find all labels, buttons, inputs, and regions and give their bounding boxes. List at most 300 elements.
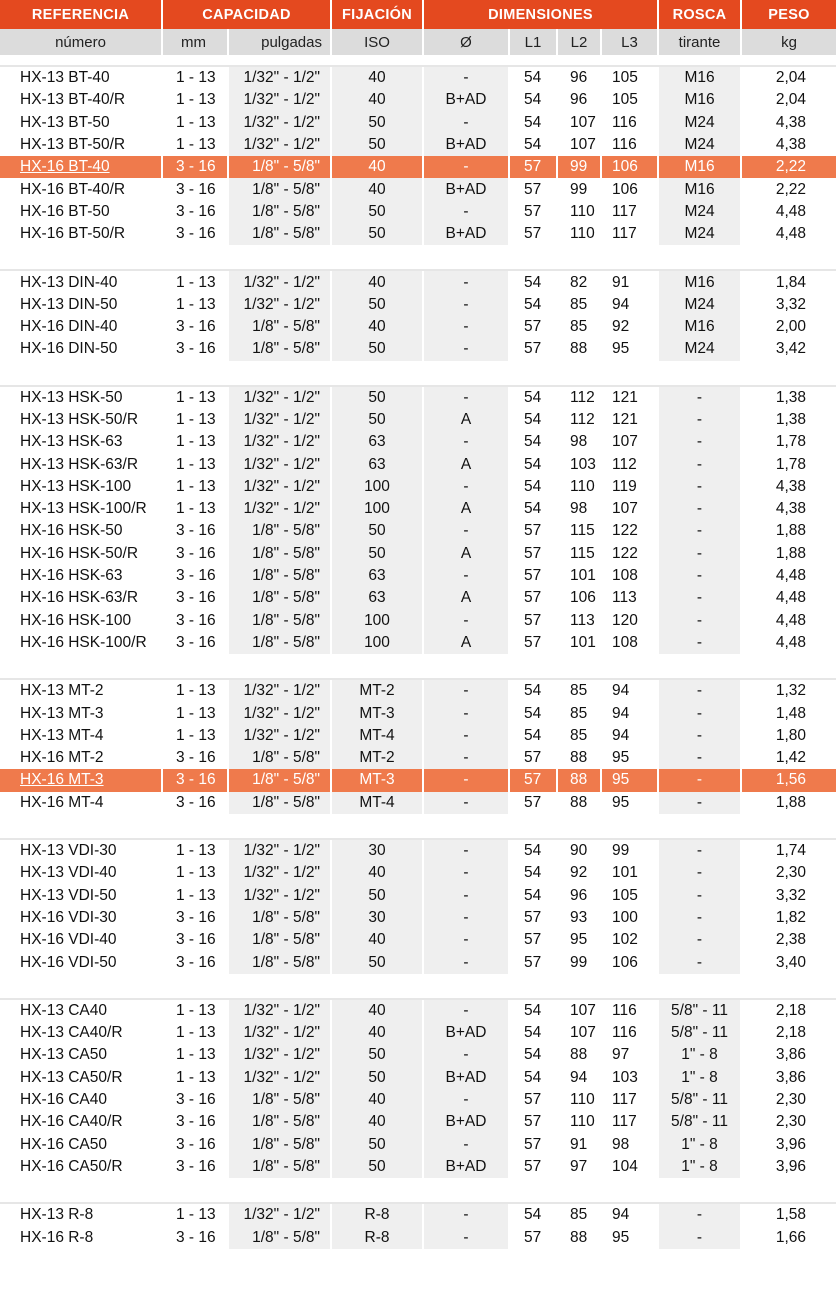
cell-pulgadas: 1/32" - 1/2": [229, 476, 332, 498]
cell-diameter: A: [424, 498, 510, 520]
table-row: [0, 1226, 836, 1248]
cell-iso: 30: [332, 907, 424, 929]
cell-pulgadas: 1/8" - 5/8": [229, 632, 332, 654]
cell-diameter: B+AD: [424, 1022, 510, 1044]
cell-diameter: A: [424, 543, 510, 565]
cell-l2: 99: [558, 951, 602, 973]
cell-l1: 54: [510, 476, 558, 498]
cell-peso: 3,96: [742, 1156, 836, 1178]
table-row: [0, 610, 836, 632]
cell-diameter: -: [424, 1089, 510, 1111]
cell-l2: 96: [558, 67, 602, 89]
cell-peso: 1,80: [742, 725, 836, 747]
cell-rosca: M24: [659, 112, 742, 134]
cell-referencia: [0, 1204, 163, 1226]
cell-iso: 50: [332, 338, 424, 360]
cell-iso: MT-4: [332, 792, 424, 814]
cell-mm: 3 - 16: [163, 316, 229, 338]
reference-text: HX-13 DIN-50: [20, 295, 118, 313]
cell-l3: 94: [602, 725, 659, 747]
table-row: [0, 565, 836, 587]
reference-text: HX-13 CA50: [20, 1046, 108, 1064]
cell-mm: 1 - 13: [163, 840, 229, 862]
cell-l2: 82: [558, 271, 602, 293]
cell-rosca: M16: [659, 178, 742, 200]
cell-l1: 54: [510, 387, 558, 409]
cell-referencia: [0, 409, 163, 431]
cell-iso: 50: [332, 387, 424, 409]
cell-peso: 4,48: [742, 201, 836, 223]
table-row: [0, 520, 836, 542]
cell-pulgadas: 1/8" - 5/8": [229, 178, 332, 200]
cell-l2: 115: [558, 543, 602, 565]
cell-peso: 4,48: [742, 565, 836, 587]
cell-mm: 3 - 16: [163, 156, 229, 178]
reference-text: HX-16 VDI-30: [20, 908, 117, 926]
table-row: [0, 1067, 836, 1089]
table-row-highlighted: [0, 156, 836, 178]
cell-l2: 101: [558, 565, 602, 587]
cell-pulgadas: 1/32" - 1/2": [229, 1067, 332, 1089]
cell-l1: 54: [510, 134, 558, 156]
group-separator: [0, 654, 836, 680]
cell-pulgadas: 1/8" - 5/8": [229, 792, 332, 814]
cell-mm: 3 - 16: [163, 543, 229, 565]
cell-rosca: -: [659, 453, 742, 475]
cell-referencia: [0, 929, 163, 951]
cell-iso: 40: [332, 929, 424, 951]
cell-l2: 115: [558, 520, 602, 542]
cell-l3: 94: [602, 702, 659, 724]
cell-l2: 101: [558, 632, 602, 654]
cell-l2: 110: [558, 476, 602, 498]
cell-peso: 1,88: [742, 520, 836, 542]
subheader-tirante: tirante: [659, 29, 742, 57]
reference-link[interactable]: HX-16 MT-3: [20, 771, 104, 789]
cell-l1: 54: [510, 453, 558, 475]
cell-referencia: [0, 587, 163, 609]
cell-iso: 50: [332, 294, 424, 316]
cell-pulgadas: 1/32" - 1/2": [229, 680, 332, 702]
cell-mm: 1 - 13: [163, 134, 229, 156]
cell-rosca: -: [659, 885, 742, 907]
cell-diameter: B+AD: [424, 1067, 510, 1089]
reference-text: HX-13 HSK-50: [20, 388, 123, 406]
header-dimensiones: DIMENSIONES: [424, 0, 659, 29]
cell-referencia: [0, 387, 163, 409]
cell-iso: 40: [332, 271, 424, 293]
cell-pulgadas: 1/32" - 1/2": [229, 67, 332, 89]
group-separator: [0, 245, 836, 271]
reference-text: HX-13 HSK-100/R: [20, 500, 147, 518]
cell-mm: 3 - 16: [163, 747, 229, 769]
cell-referencia: [0, 271, 163, 293]
cell-mm: 1 - 13: [163, 1204, 229, 1226]
header-referencia: REFERENCIA: [0, 0, 163, 29]
cell-peso: 4,48: [742, 587, 836, 609]
reference-text: HX-13 CA40/R: [20, 1024, 123, 1042]
cell-l1: 57: [510, 610, 558, 632]
cell-l3: 95: [602, 338, 659, 360]
cell-diameter: -: [424, 294, 510, 316]
table-row: [0, 89, 836, 111]
cell-mm: 3 - 16: [163, 587, 229, 609]
table-row: [0, 338, 836, 360]
cell-mm: 1 - 13: [163, 112, 229, 134]
table-row: [0, 134, 836, 156]
cell-peso: 4,38: [742, 476, 836, 498]
cell-peso: 2,38: [742, 929, 836, 951]
cell-l2: 96: [558, 89, 602, 111]
cell-pulgadas: 1/8" - 5/8": [229, 1089, 332, 1111]
cell-referencia: [0, 1156, 163, 1178]
cell-rosca: -: [659, 587, 742, 609]
cell-l2: 99: [558, 156, 602, 178]
cell-l3: 116: [602, 112, 659, 134]
cell-l2: 90: [558, 840, 602, 862]
reference-text: HX-16 BT-50/R: [20, 225, 126, 243]
cell-mm: 3 - 16: [163, 610, 229, 632]
cell-rosca: -: [659, 929, 742, 951]
cell-l1: 57: [510, 520, 558, 542]
reference-text: HX-13 BT-40: [20, 69, 110, 87]
cell-pulgadas: 1/8" - 5/8": [229, 610, 332, 632]
cell-pulgadas: 1/32" - 1/2": [229, 725, 332, 747]
table-row: [0, 178, 836, 200]
header-peso: PESO: [742, 0, 836, 29]
cell-peso: 1,38: [742, 409, 836, 431]
cell-peso: 1,38: [742, 387, 836, 409]
table-row: [0, 431, 836, 453]
cell-iso: 100: [332, 632, 424, 654]
cell-rosca: M24: [659, 223, 742, 245]
cell-l2: 88: [558, 792, 602, 814]
reference-link[interactable]: HX-16 BT-40: [20, 158, 110, 176]
cell-referencia: [0, 294, 163, 316]
cell-iso: 63: [332, 453, 424, 475]
cell-mm: 1 - 13: [163, 271, 229, 293]
cell-rosca: 5/8" - 11: [659, 1111, 742, 1133]
table-row: [0, 112, 836, 134]
cell-l1: 54: [510, 725, 558, 747]
cell-diameter: B+AD: [424, 134, 510, 156]
cell-referencia: [0, 223, 163, 245]
cell-l2: 93: [558, 907, 602, 929]
cell-l1: 57: [510, 543, 558, 565]
table-row: [0, 409, 836, 431]
reference-text: HX-16 VDI-40: [20, 931, 117, 949]
reference-text: HX-13 CA40: [20, 1001, 108, 1019]
cell-pulgadas: 1/32" - 1/2": [229, 134, 332, 156]
cell-iso: MT-3: [332, 702, 424, 724]
group-separator-cell: [0, 814, 836, 840]
table-row: [0, 792, 836, 814]
cell-peso: 3,96: [742, 1133, 836, 1155]
cell-mm: 3 - 16: [163, 1156, 229, 1178]
cell-mm: 3 - 16: [163, 907, 229, 929]
cell-l2: 88: [558, 769, 602, 791]
reference-text: HX-13 MT-2: [20, 682, 104, 700]
table-row: [0, 1133, 836, 1155]
cell-l3: 97: [602, 1044, 659, 1066]
cell-rosca: -: [659, 792, 742, 814]
cell-rosca: -: [659, 632, 742, 654]
cell-peso: 2,04: [742, 67, 836, 89]
cell-referencia: [0, 1111, 163, 1133]
cell-peso: 2,30: [742, 1111, 836, 1133]
cell-pulgadas: 1/32" - 1/2": [229, 498, 332, 520]
cell-iso: 100: [332, 498, 424, 520]
cell-referencia: [0, 89, 163, 111]
reference-text: HX-13 VDI-40: [20, 864, 117, 882]
cell-diameter: -: [424, 725, 510, 747]
cell-peso: 1,78: [742, 431, 836, 453]
cell-diameter: -: [424, 680, 510, 702]
cell-referencia: [0, 520, 163, 542]
cell-diameter: -: [424, 769, 510, 791]
cell-mm: 1 - 13: [163, 702, 229, 724]
table-row: [0, 223, 836, 245]
subheader-l2: L2: [558, 29, 602, 57]
cell-diameter: -: [424, 387, 510, 409]
table-row: [0, 1000, 836, 1022]
cell-referencia: [0, 769, 163, 791]
cell-l1: 57: [510, 632, 558, 654]
cell-mm: 1 - 13: [163, 498, 229, 520]
cell-referencia: [0, 632, 163, 654]
table-row: [0, 929, 836, 951]
table-row: [0, 885, 836, 907]
cell-pulgadas: 1/32" - 1/2": [229, 702, 332, 724]
cell-l3: 105: [602, 885, 659, 907]
cell-l3: 102: [602, 929, 659, 951]
cell-pulgadas: 1/8" - 5/8": [229, 201, 332, 223]
cell-l3: 106: [602, 178, 659, 200]
cell-l3: 95: [602, 1226, 659, 1248]
cell-rosca: -: [659, 476, 742, 498]
cell-iso: 40: [332, 1000, 424, 1022]
group-separator-cell: [0, 361, 836, 387]
cell-l1: 54: [510, 271, 558, 293]
cell-iso: 50: [332, 134, 424, 156]
cell-iso: 40: [332, 67, 424, 89]
group-separator-cell: [0, 654, 836, 680]
cell-pulgadas: 1/8" - 5/8": [229, 929, 332, 951]
cell-peso: 1,58: [742, 1204, 836, 1226]
cell-diameter: -: [424, 156, 510, 178]
cell-pulgadas: 1/8" - 5/8": [229, 907, 332, 929]
reference-text: HX-13 MT-3: [20, 704, 104, 722]
cell-pulgadas: 1/8" - 5/8": [229, 316, 332, 338]
cell-l2: 85: [558, 294, 602, 316]
cell-l1: 54: [510, 89, 558, 111]
cell-pulgadas: 1/8" - 5/8": [229, 1226, 332, 1248]
cell-l1: 57: [510, 907, 558, 929]
cell-pulgadas: 1/32" - 1/2": [229, 1044, 332, 1066]
cell-diameter: -: [424, 1044, 510, 1066]
cell-l1: 54: [510, 1204, 558, 1226]
cell-l2: 92: [558, 862, 602, 884]
cell-l3: 105: [602, 67, 659, 89]
cell-diameter: -: [424, 201, 510, 223]
table-row: [0, 498, 836, 520]
cell-peso: 3,32: [742, 885, 836, 907]
cell-referencia: [0, 747, 163, 769]
cell-pulgadas: 1/32" - 1/2": [229, 271, 332, 293]
group-separator: [0, 361, 836, 387]
cell-l1: 54: [510, 885, 558, 907]
reference-text: HX-13 DIN-40: [20, 273, 118, 291]
reference-text: HX-16 MT-2: [20, 749, 104, 767]
cell-mm: 1 - 13: [163, 67, 229, 89]
cell-rosca: -: [659, 565, 742, 587]
cell-mm: 1 - 13: [163, 431, 229, 453]
cell-iso: R-8: [332, 1204, 424, 1226]
cell-l3: 108: [602, 632, 659, 654]
reference-text: HX-16 HSK-50: [20, 522, 123, 540]
table-row: [0, 862, 836, 884]
cell-l3: 117: [602, 223, 659, 245]
cell-l1: 54: [510, 1044, 558, 1066]
cell-peso: 2,04: [742, 89, 836, 111]
cell-iso: 40: [332, 1111, 424, 1133]
cell-l3: 113: [602, 587, 659, 609]
cell-diameter: -: [424, 1204, 510, 1226]
cell-l2: 85: [558, 702, 602, 724]
cell-l3: 116: [602, 134, 659, 156]
reference-text: HX-16 HSK-50/R: [20, 544, 139, 562]
reference-text: HX-13 MT-4: [20, 726, 104, 744]
cell-iso: 40: [332, 89, 424, 111]
cell-diameter: B+AD: [424, 1111, 510, 1133]
reference-text: HX-13 HSK-63/R: [20, 455, 139, 473]
group-separator-cell: [0, 57, 836, 67]
cell-diameter: -: [424, 565, 510, 587]
cell-peso: 3,32: [742, 294, 836, 316]
cell-peso: 4,38: [742, 134, 836, 156]
cell-diameter: A: [424, 453, 510, 475]
cell-referencia: [0, 178, 163, 200]
reference-text: HX-16 HSK-63: [20, 567, 123, 585]
group-header-row: [0, 0, 836, 29]
cell-l3: 122: [602, 543, 659, 565]
cell-mm: 1 - 13: [163, 89, 229, 111]
cell-pulgadas: 1/8" - 5/8": [229, 747, 332, 769]
cell-iso: R-8: [332, 1226, 424, 1248]
cell-pulgadas: 1/32" - 1/2": [229, 1204, 332, 1226]
cell-diameter: -: [424, 112, 510, 134]
cell-peso: 1,56: [742, 769, 836, 791]
cell-referencia: [0, 431, 163, 453]
group-separator: [0, 814, 836, 840]
cell-referencia: [0, 565, 163, 587]
cell-peso: 2,30: [742, 1089, 836, 1111]
cell-diameter: B+AD: [424, 1156, 510, 1178]
cell-peso: 1,84: [742, 271, 836, 293]
cell-diameter: -: [424, 907, 510, 929]
cell-peso: 2,22: [742, 178, 836, 200]
cell-l3: 107: [602, 431, 659, 453]
table-row: [0, 632, 836, 654]
cell-l1: 57: [510, 223, 558, 245]
cell-diameter: -: [424, 67, 510, 89]
cell-mm: 1 - 13: [163, 680, 229, 702]
cell-peso: 4,48: [742, 610, 836, 632]
cell-rosca: -: [659, 520, 742, 542]
cell-pulgadas: 1/8" - 5/8": [229, 1111, 332, 1133]
cell-mm: 1 - 13: [163, 1000, 229, 1022]
cell-l3: 92: [602, 316, 659, 338]
cell-referencia: [0, 338, 163, 360]
cell-mm: 3 - 16: [163, 223, 229, 245]
cell-rosca: M24: [659, 134, 742, 156]
cell-l3: 95: [602, 747, 659, 769]
cell-diameter: -: [424, 885, 510, 907]
cell-l3: 121: [602, 387, 659, 409]
cell-diameter: -: [424, 951, 510, 973]
cell-l2: 94: [558, 1067, 602, 1089]
cell-rosca: 5/8" - 11: [659, 1089, 742, 1111]
cell-pulgadas: 1/8" - 5/8": [229, 1133, 332, 1155]
reference-text: HX-16 VDI-50: [20, 953, 117, 971]
cell-rosca: M16: [659, 316, 742, 338]
cell-diameter: -: [424, 271, 510, 293]
cell-referencia: [0, 951, 163, 973]
cell-pulgadas: 1/32" - 1/2": [229, 387, 332, 409]
cell-iso: 50: [332, 223, 424, 245]
cell-peso: 1,66: [742, 1226, 836, 1248]
cell-peso: 3,86: [742, 1044, 836, 1066]
group-separator: [0, 57, 836, 67]
reference-text: HX-13 BT-50/R: [20, 136, 126, 154]
cell-referencia: [0, 725, 163, 747]
cell-mm: 3 - 16: [163, 632, 229, 654]
cell-l1: 57: [510, 338, 558, 360]
cell-rosca: -: [659, 1226, 742, 1248]
cell-referencia: [0, 1067, 163, 1089]
table-row: [0, 840, 836, 862]
cell-iso: 50: [332, 409, 424, 431]
cell-diameter: A: [424, 409, 510, 431]
cell-l1: 57: [510, 792, 558, 814]
table-row: [0, 747, 836, 769]
cell-iso: MT-2: [332, 747, 424, 769]
cell-diameter: -: [424, 862, 510, 884]
group-separator-cell: [0, 974, 836, 1000]
cell-l1: 57: [510, 1226, 558, 1248]
cell-mm: 3 - 16: [163, 338, 229, 360]
cell-referencia: [0, 1089, 163, 1111]
cell-rosca: -: [659, 907, 742, 929]
subheader-l1: L1: [510, 29, 558, 57]
cell-l3: 94: [602, 1204, 659, 1226]
cell-peso: 1,48: [742, 702, 836, 724]
cell-rosca: M24: [659, 201, 742, 223]
cell-l3: 120: [602, 610, 659, 632]
cell-rosca: -: [659, 498, 742, 520]
cell-iso: 63: [332, 565, 424, 587]
reference-text: HX-13 BT-40/R: [20, 91, 126, 109]
cell-l1: 57: [510, 1133, 558, 1155]
reference-text: HX-16 DIN-50: [20, 340, 118, 358]
table-row: [0, 1089, 836, 1111]
table-row-highlighted: [0, 769, 836, 791]
cell-rosca: M24: [659, 338, 742, 360]
cell-l3: 116: [602, 1000, 659, 1022]
cell-peso: 1,82: [742, 907, 836, 929]
reference-text: HX-13 VDI-30: [20, 842, 117, 860]
cell-iso: 40: [332, 1089, 424, 1111]
